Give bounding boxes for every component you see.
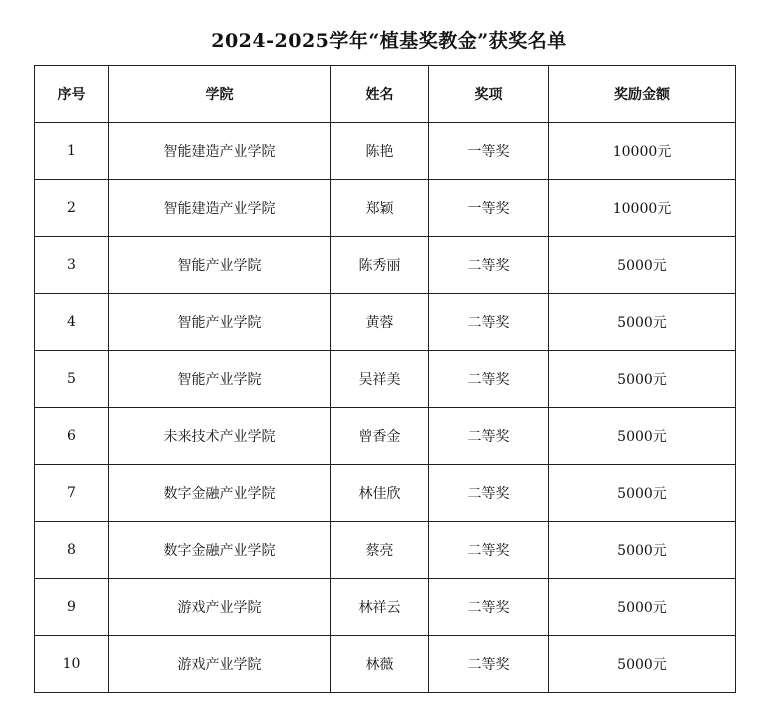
table-row [35, 579, 736, 636]
cell-index: 5 [35, 351, 109, 408]
header-name: 姓名 [331, 66, 429, 123]
table-row [35, 465, 736, 522]
table-row [35, 636, 736, 693]
cell-award: 一等奖 [429, 123, 549, 180]
cell-award: 一等奖 [429, 180, 549, 237]
cell-index: 10 [35, 636, 109, 693]
cell-college: 智能建造产业学院 [109, 180, 331, 237]
cell-amount: 5000元 [549, 237, 736, 294]
cell-amount: 5000元 [549, 351, 736, 408]
cell-award: 二等奖 [429, 237, 549, 294]
header-award: 奖项 [429, 66, 549, 123]
table-row [35, 522, 736, 579]
cell-amount: 5000元 [549, 636, 736, 693]
cell-amount: 5000元 [549, 294, 736, 351]
cell-award: 二等奖 [429, 294, 549, 351]
table-row [35, 123, 736, 180]
cell-index: 7 [35, 465, 109, 522]
cell-college: 游戏产业学院 [109, 579, 331, 636]
cell-award: 二等奖 [429, 579, 549, 636]
cell-index: 3 [35, 237, 109, 294]
cell-college: 智能建造产业学院 [109, 123, 331, 180]
cell-college: 未来技术产业学院 [109, 408, 331, 465]
table-row [35, 237, 736, 294]
cell-amount: 10000元 [549, 123, 736, 180]
cell-college: 数字金融产业学院 [109, 465, 331, 522]
cell-college: 游戏产业学院 [109, 636, 331, 693]
cell-college: 智能产业学院 [109, 237, 331, 294]
cell-index: 1 [35, 123, 109, 180]
cell-award: 二等奖 [429, 351, 549, 408]
header-college: 学院 [109, 66, 331, 123]
cell-college: 智能产业学院 [109, 351, 331, 408]
cell-name: 林薇 [331, 636, 429, 693]
table-row [35, 351, 736, 408]
cell-amount: 5000元 [549, 522, 736, 579]
cell-index: 6 [35, 408, 109, 465]
header-index: 序号 [35, 66, 109, 123]
table-row [35, 294, 736, 351]
cell-index: 9 [35, 579, 109, 636]
cell-name: 吴祥美 [331, 351, 429, 408]
cell-name: 陈艳 [331, 123, 429, 180]
page-title: 2024-2025学年“植基奖教金”获奖名单 [211, 30, 567, 52]
cell-award: 二等奖 [429, 465, 549, 522]
cell-amount: 5000元 [549, 465, 736, 522]
cell-name: 蔡亮 [331, 522, 429, 579]
cell-name: 郑颖 [331, 180, 429, 237]
cell-index: 8 [35, 522, 109, 579]
cell-name: 林佳欣 [331, 465, 429, 522]
cell-award: 二等奖 [429, 522, 549, 579]
award-table [34, 65, 736, 693]
cell-index: 2 [35, 180, 109, 237]
cell-name: 林祥云 [331, 579, 429, 636]
cell-name: 曾香金 [331, 408, 429, 465]
cell-index: 4 [35, 294, 109, 351]
cell-amount: 10000元 [549, 180, 736, 237]
cell-award: 二等奖 [429, 636, 549, 693]
table-row [35, 408, 736, 465]
cell-name: 陈秀丽 [331, 237, 429, 294]
table-header-row [35, 66, 736, 123]
cell-college: 智能产业学院 [109, 294, 331, 351]
header-amount: 奖励金额 [549, 66, 736, 123]
cell-college: 数字金融产业学院 [109, 522, 331, 579]
cell-name: 黄蓉 [331, 294, 429, 351]
cell-award: 二等奖 [429, 408, 549, 465]
cell-amount: 5000元 [549, 579, 736, 636]
cell-amount: 5000元 [549, 408, 736, 465]
table-row [35, 180, 736, 237]
